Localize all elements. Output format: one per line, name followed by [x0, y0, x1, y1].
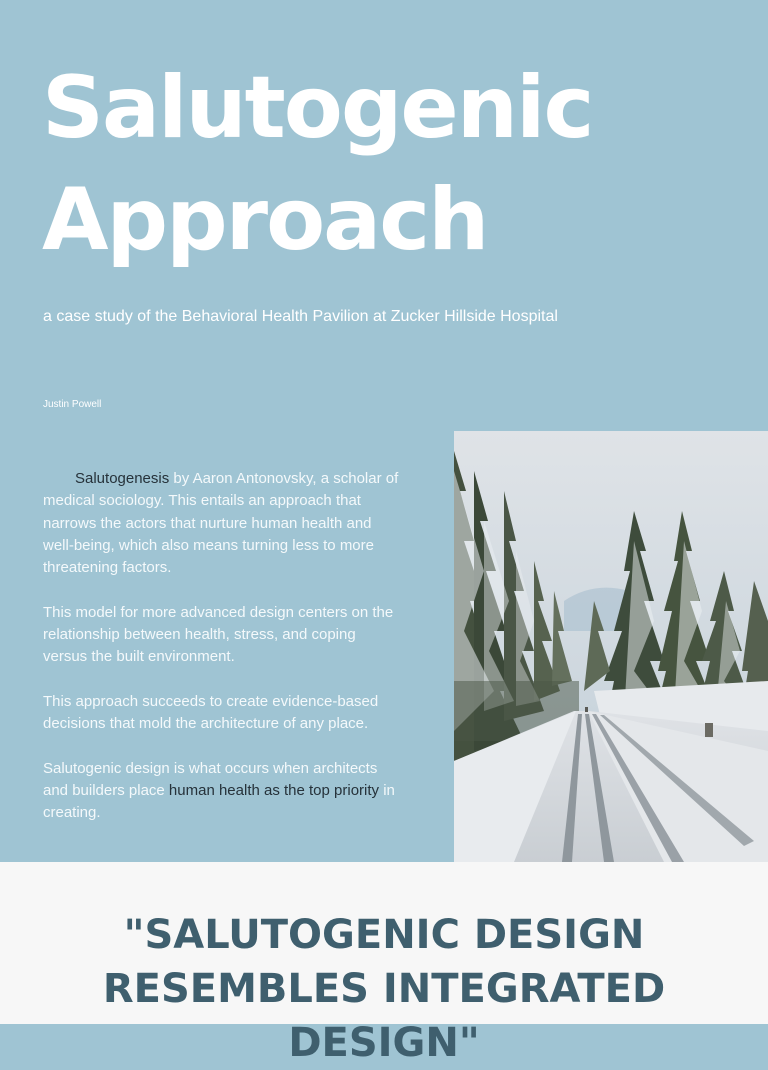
- quote-line-1: "SALUTOGENIC DESIGN: [123, 912, 645, 958]
- paragraph-4-highlight: human health as the top priority: [168, 782, 380, 800]
- snowy-road-photo: [454, 431, 768, 862]
- paragraph-3: This approach succeeds to create evidence-based decisions that mold the architecture of any place.: [43, 692, 379, 733]
- paragraph-2: This model for more advanced design centers on the relationship between health, stress, and coping versus the built environment.: [43, 603, 394, 666]
- paragraph-4-before: Salutogenic design is what occurs when architects and builders place: [43, 759, 378, 800]
- title-line-2: Approach: [42, 170, 488, 270]
- paragraph-4-after: in creating.: [43, 782, 395, 822]
- body-text: [43, 468, 403, 847]
- paragraph-1: [43, 468, 403, 579]
- salutogenesis-term: Salutogenesis: [75, 470, 170, 487]
- author-name: Justin Powell: [43, 399, 102, 410]
- quote-section: [0, 862, 768, 1066]
- quote-line-2: RESEMBLES INTEGRATED: [102, 966, 666, 1012]
- title-line-1: Salutogenic: [42, 58, 593, 158]
- paragraph-1-text: by Aaron Antonovsky, a scholar of medical sociology. This entails an approach that narrows the actors that nurture human health and well-being, which also means turning less to more threatening factors.: [43, 470, 399, 577]
- quote-line-3: DESIGN": [288, 1020, 480, 1066]
- subtitle: a case study of the Behavioral Health Pavilion at Zucker Hillside Hospital: [43, 308, 558, 325]
- paragraph-4: [43, 758, 403, 825]
- page-title: [42, 52, 592, 276]
- pull-quote: [0, 908, 768, 1070]
